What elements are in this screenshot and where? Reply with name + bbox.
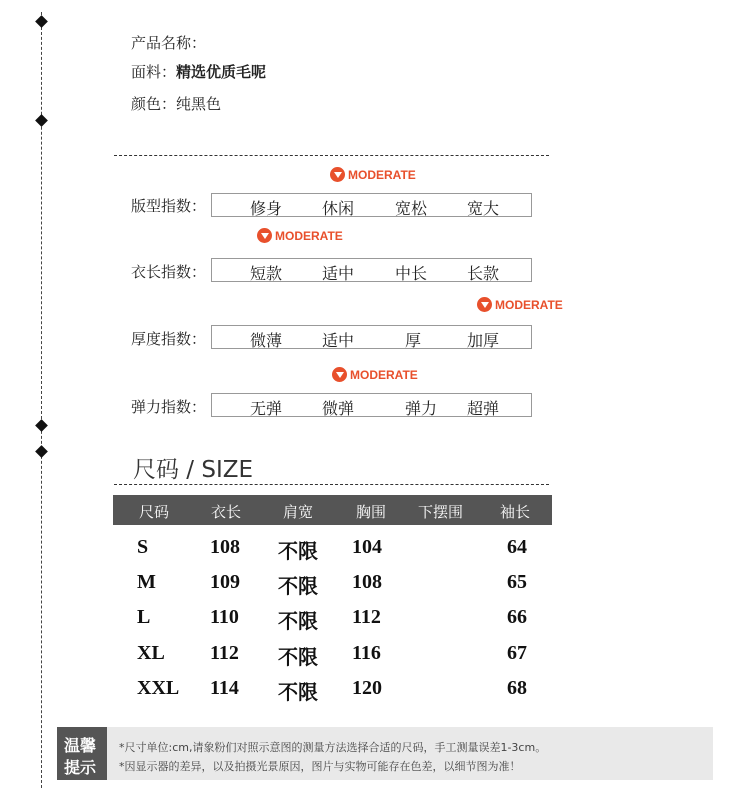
length-cell: 114 xyxy=(210,677,239,699)
down-arrow-icon xyxy=(330,167,345,182)
elasticity-index-label: 弹力指数： xyxy=(131,398,207,416)
shoulder-cell: 不限 xyxy=(278,539,318,563)
index-option: 加厚 xyxy=(467,331,500,350)
index-option: 超弹 xyxy=(467,399,500,418)
chest-cell: 120 xyxy=(352,677,382,699)
header-cell: 衣长 xyxy=(211,503,242,521)
shoulder-cell: 不限 xyxy=(278,645,318,669)
chest-cell: 104 xyxy=(352,536,382,558)
timeline-line xyxy=(41,12,42,788)
length-cell: 110 xyxy=(210,606,239,628)
header-cell: 尺码 xyxy=(139,503,170,521)
moderate-badge: MODERATE xyxy=(477,297,563,312)
timeline-diamond-icon xyxy=(35,419,48,432)
chest-cell: 108 xyxy=(352,571,382,593)
shoulder-cell: 不限 xyxy=(278,680,318,704)
tips-line: *因显示器的差异，以及拍摄光景原因，图片与实物可能存在色差，以细节图为准！ xyxy=(119,760,521,773)
sleeve-cell: 66 xyxy=(507,606,527,628)
sleeve-cell: 65 xyxy=(507,571,527,593)
header-cell: 胸围 xyxy=(356,503,387,521)
fit-index-scale xyxy=(211,193,532,217)
size-cell: S xyxy=(137,536,149,558)
size-cell: XL xyxy=(137,642,165,664)
length-index-label: 衣长指数： xyxy=(131,263,207,281)
product-name-label: 产品名称： xyxy=(131,34,207,52)
length-index-scale xyxy=(211,258,532,282)
header-cell: 肩宽 xyxy=(283,503,314,521)
chest-cell: 116 xyxy=(352,642,381,664)
length-cell: 108 xyxy=(210,536,240,558)
tips-box xyxy=(57,727,713,780)
index-option: 中长 xyxy=(395,264,428,283)
moderate-badge: MODERATE xyxy=(330,167,416,182)
index-option: 无弹 xyxy=(250,399,283,418)
color-value: 纯黑色 xyxy=(176,95,222,113)
fit-index-label: 版型指数： xyxy=(131,197,207,215)
size-table-header xyxy=(113,495,552,525)
shoulder-cell: 不限 xyxy=(278,574,318,598)
fabric-value: 精选优质毛呢 xyxy=(176,63,267,81)
header-cell: 袖长 xyxy=(500,503,531,521)
index-option: 厚 xyxy=(405,331,422,350)
index-option: 弹力 xyxy=(405,399,438,418)
index-option: 宽大 xyxy=(467,199,500,218)
timeline-diamond-icon xyxy=(35,445,48,458)
index-option: 适中 xyxy=(322,264,355,283)
index-option: 适中 xyxy=(322,331,355,350)
index-option: 长款 xyxy=(467,264,500,283)
chest-cell: 112 xyxy=(352,606,381,628)
moderate-badge: MODERATE xyxy=(257,228,343,243)
timeline-diamond-icon xyxy=(35,114,48,127)
thickness-index-scale xyxy=(211,325,532,349)
fabric-label: 面料： xyxy=(131,63,177,81)
thickness-index-label: 厚度指数： xyxy=(131,330,207,348)
color-label: 颜色： xyxy=(131,95,177,113)
down-arrow-icon xyxy=(477,297,492,312)
index-option: 微薄 xyxy=(250,331,283,350)
size-cell: M xyxy=(137,571,156,593)
sleeve-cell: 67 xyxy=(507,642,527,664)
size-chart-title: 尺码 / SIZE xyxy=(133,457,254,483)
size-cell: XXL xyxy=(137,677,180,699)
color-row xyxy=(131,93,221,114)
timeline-diamond-icon xyxy=(35,15,48,28)
length-cell: 112 xyxy=(210,642,239,664)
tips-tag-line1: 温馨 xyxy=(64,736,97,755)
tips-tag xyxy=(57,727,107,780)
elasticity-index-scale xyxy=(211,393,532,417)
index-option: 修身 xyxy=(250,199,283,218)
down-arrow-icon xyxy=(257,228,272,243)
sleeve-cell: 68 xyxy=(507,677,527,699)
fabric-row xyxy=(131,61,266,82)
tips-line: *尺寸单位:cm,请象粉们对照示意图的测量方法选择合适的尺码，手工测量误差1-3cm。 xyxy=(119,741,547,754)
divider xyxy=(114,484,549,485)
index-option: 短款 xyxy=(250,264,283,283)
header-cell: 下摆围 xyxy=(418,503,464,521)
length-cell: 109 xyxy=(210,571,240,593)
sleeve-cell: 64 xyxy=(507,536,527,558)
index-option: 休闲 xyxy=(322,199,355,218)
divider xyxy=(114,155,549,156)
moderate-badge: MODERATE xyxy=(332,367,418,382)
down-arrow-icon xyxy=(332,367,347,382)
shoulder-cell: 不限 xyxy=(278,609,318,633)
index-option: 宽松 xyxy=(395,199,428,218)
size-cell: L xyxy=(137,606,151,628)
index-option: 微弹 xyxy=(322,399,355,418)
tips-tag-line2: 提示 xyxy=(64,758,97,777)
